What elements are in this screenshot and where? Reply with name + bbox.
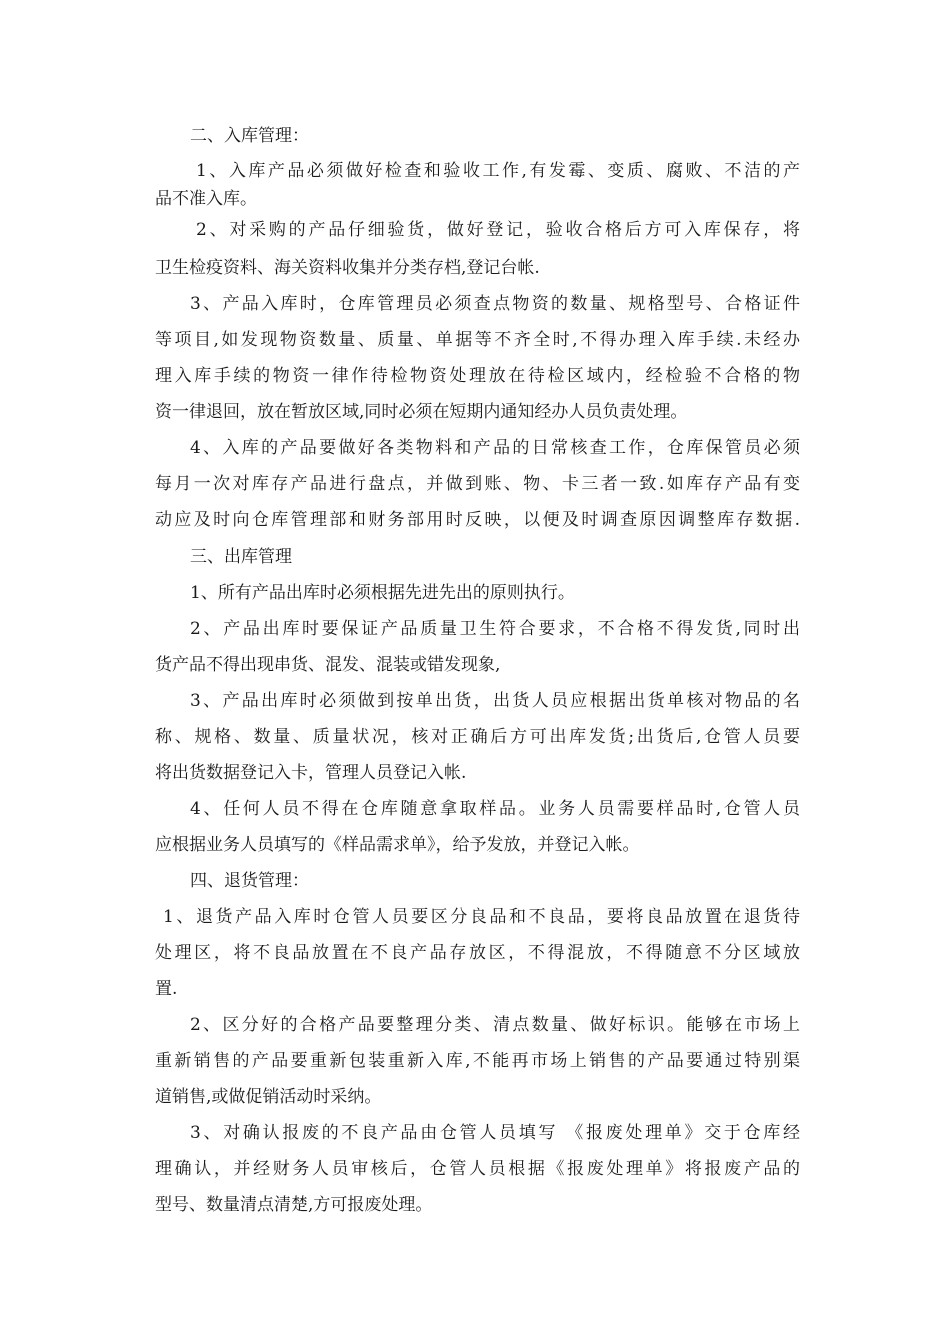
paragraph-line: 资一律退回，放在暂放区域,同时必须在短期内通知经办人员负责处理。 xyxy=(155,402,688,422)
section-heading-inbound: 二、入库管理： xyxy=(190,126,309,146)
paragraph-line: 道销售,或做促销活动时采纳。 xyxy=(155,1087,382,1107)
paragraph-line: 卫生检疫资料、海关资料收集并分类存档,登记台帐. xyxy=(155,258,540,278)
paragraph-line: 2、区分好的合格产品要整理分类、清点数量、做好标识。能够在市场上 xyxy=(190,1015,800,1035)
paragraph-line: 3、产品出库时必须做到按单出货，出货人员应根据出货单核对物品的名 xyxy=(190,691,800,711)
paragraph-line: 1、入库产品必须做好检查和验收工作,有发霉、变质、腐败、不洁的产 xyxy=(196,161,800,181)
paragraph-line: 3、产品入库时，仓库管理员必须查点物资的数量、规格型号、合格证件 xyxy=(190,294,800,314)
paragraph-line: 4、入库的产品要做好各类物料和产品的日常核查工作，仓库保管员必须 xyxy=(190,438,800,458)
section-heading-returns: 四、退货管理： xyxy=(190,871,309,891)
section-heading-outbound: 三、出库管理 xyxy=(190,547,292,567)
paragraph-line: 品不准入库。 xyxy=(155,189,257,209)
paragraph-line: 1、退货产品入库时仓管人员要区分良品和不良品，要将良品放置在退货待 xyxy=(163,907,800,927)
paragraph-line: 处理区，将不良品放置在不良产品存放区，不得混放，不得随意不分区域放 xyxy=(155,943,800,963)
paragraph-line: 等项目,如发现物资数量、质量、单据等不齐全时,不得办理入库手续.未经办 xyxy=(155,330,800,350)
paragraph-line: 称、规格、数量、质量状况，核对正确后方可出库发货;出货后,仓管人员要 xyxy=(155,727,800,747)
paragraph-line: 置. xyxy=(155,979,178,999)
paragraph-line: 2、对采购的产品仔细验货，做好登记，验收合格后方可入库保存，将 xyxy=(196,220,800,240)
paragraph-line: 理确认，并经财务人员审核后，仓管人员根据《报废处理单》将报废产品的 xyxy=(155,1159,800,1179)
paragraph-line: 理入库手续的物资一律作待检物资处理放在待检区域内，经检验不合格的物 xyxy=(155,366,800,386)
paragraph-line: 货产品不得出现串货、混发、混装或错发现象, xyxy=(155,655,501,675)
paragraph-line: 1、所有产品出库时必须根据先进先出的原则执行。 xyxy=(190,583,575,603)
paragraph-line: 应根据业务人员填写的《样品需求单》，给予发放，并登记入帐。 xyxy=(155,835,640,855)
paragraph-line: 重新销售的产品要重新包装重新入库,不能再市场上销售的产品要通过特别渠 xyxy=(155,1051,800,1071)
paragraph-line: 型号、数量清点清楚,方可报废处理。 xyxy=(155,1195,433,1215)
paragraph-line: 4、任何人员不得在仓库随意拿取样品。业务人员需要样品时,仓管人员 xyxy=(190,799,800,819)
paragraph-line: 3、对确认报废的不良产品由仓管人员填写 《报废处理单》交于仓库经 xyxy=(190,1123,800,1143)
paragraph-line: 将出货数据登记入卡，管理人员登记入帐. xyxy=(155,763,467,783)
paragraph-line: 2、产品出库时要保证产品质量卫生符合要求，不合格不得发货,同时出 xyxy=(190,619,800,639)
paragraph-line: 动应及时向仓库管理部和财务部用时反映，以便及时调查原因调整库存数据. xyxy=(155,510,800,530)
paragraph-line: 每月一次对库存产品进行盘点，并做到账、物、卡三者一致.如库存产品有变 xyxy=(155,474,800,494)
